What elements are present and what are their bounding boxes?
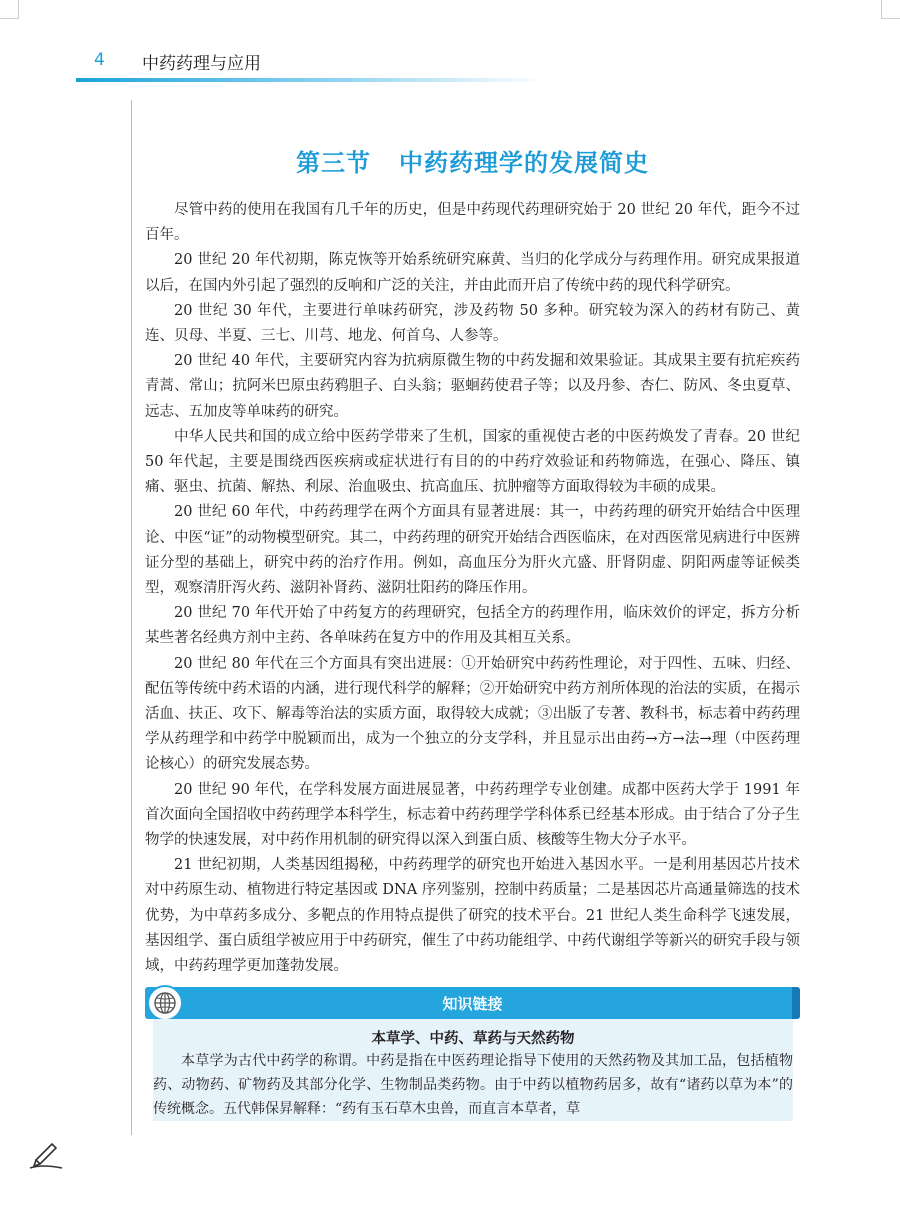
margin-rule (131, 100, 132, 1135)
knowledge-link-bar (145, 987, 800, 1019)
crop-mark-top-right (881, 0, 900, 19)
running-header (76, 44, 546, 84)
paragraph: 20 世纪 30 年代，主要进行单味药研究，涉及药物 50 多种。研究较为深入的药材有防己、黄连、贝母、半夏、三七、川芎、地龙、何首乌、人参等。 (145, 302, 800, 345)
crop-mark-top-left (0, 0, 19, 19)
paragraph: 20 世纪 20 年代初期，陈克恢等开始系统研究麻黄、当归的化学成分与药理作用。研究成果报道以后，在国内外引起了强烈的反响和广泛的关注，并由此而开启了传统中药的现代科学研究。 (145, 252, 800, 294)
section-title (150, 143, 795, 178)
knowledge-link-content (153, 1019, 793, 1121)
paragraph: 本草学为古代中药学的称谓。中药是指在中医药理论指导下使用的天然药物及其加工品，包括植物药、动物药、矿物药及其部分化学、生物制品类药物。由于中药以植物药居多，故有“诸药以草为本”的传统概念。五代韩保昇解释：“药有玉石草木虫兽，而直言本草者，草 (153, 1053, 793, 1117)
paragraph: 20 世纪 80 年代在三个方面具有突出进展：①开始研究中药药性理论，对于四性、五味、归经、配伍等传统中药术语的内涵，进行现代科学的解释；②开始研究中药方剂所体现的治法的实质，在揭示活血、扶正、攻下、解毒等治法的实质方面，取得较大成就；③出版了专著、教科书，标志着中药药理学从药理学和中药学中脱颖而出，成为一个独立的分支学科，并且显示出由药→方→法→理（中医药理论核心）的研究发展态势。 (145, 655, 800, 773)
section-number: 第三节 (296, 149, 371, 177)
knowledge-link-subtitle: 本草学、中药、草药与天然药物 (371, 1031, 575, 1047)
paragraph: 21 世纪初期，人类基因组揭秘，中药药理学的研究也开始进入基因水平。一是利用基因芯片技术对中药原生动、植物进行特定基因或 DNA 序列鉴别，控制中药质量；二是基因芯片高通量筛选的技术优势，为中草药多成分、多靶点的作用特点提供了研究的技术平台。21 世纪人类生命科学飞速发展，基因组学、蛋白质组学被应用于中药研究，催生了中药功能组学、中药代谢组学等新兴的研究手段与领域，中药药理学更加蓬勃发展。 (145, 857, 800, 975)
header-color-band (76, 78, 546, 82)
paragraph: 20 世纪 90 年代，在学科发展方面进展显著，中药药理学专业创建。成都中医药大学于 1991 年首次面向全国招收中药药理学本科学生，标志着中药药理学学科体系已经基本形成。由于结合了分子生物学的快速发展，对中药作用机制的研究得以深入到蛋白质、核酸等生物大分子水平。 (145, 781, 800, 849)
knowledge-link-box (145, 987, 800, 1133)
section-heading: 中药药理学的发展简史 (399, 149, 649, 177)
knowledge-link-text (153, 1049, 793, 1121)
page-number: 4 (94, 50, 105, 70)
paragraph: 尽管中药的使用在我国有几千年的历史，但是中药现代药理研究始于 20 世纪 20 年代，距今不过百年。 (145, 202, 800, 244)
globe-icon (147, 985, 183, 1021)
book-title: 中药药理与应用 (142, 54, 261, 74)
paragraph: 20 世纪 40 年代，主要研究内容为抗病原微生物的中药发掘和效果验证。其成果主要有抗疟疾药青蒿、常山；抗阿米巴原虫药鸦胆子、白头翁；驱蛔药使君子等；以及丹参、杏仁、防风、冬虫夏草、远志、五加皮等单味药的研究。 (145, 353, 800, 420)
paragraph: 中华人民共和国的成立给中医药学带来了生机，国家的重视使古老的中医药焕发了青春。20 世纪 50 年代起，主要是围绕西医疾病或症状进行有目的的中药疗效验证和药物筛选，在强心、降压、镇痛、驱虫、抗菌、解热、利尿、治血吸虫、抗高血压、抗肿瘤等方面取得较为丰硕的成果。 (145, 428, 800, 496)
paragraph: 20 世纪 60 年代，中药药理学在两个方面具有显著进展：其一，中药药理的研究开始结合中医理论、中医“证”的动物模型研究。其二，中药药理的研究开始结合西医临床，在对西医常见病进行中医辨证分型的基础上，研究中药的治疗作用。例如，高血压分为肝火亢盛、肝肾阴虚、阴阳两虚等证候类型，观察清肝泻火药、滋阴补肾药、滋阴壮阳药的降压作用。 (145, 504, 800, 597)
paragraph: 20 世纪 70 年代开始了中药复方的药理研究，包括全方的药理作用，临床效价的评定，拆方分析某些著名经典方剂中主药、各单味药在复方中的作用及其相互关系。 (145, 605, 800, 647)
knowledge-link-heading: 知识链接 (442, 995, 503, 1013)
body-text (145, 198, 800, 979)
pen-icon (28, 1138, 64, 1174)
